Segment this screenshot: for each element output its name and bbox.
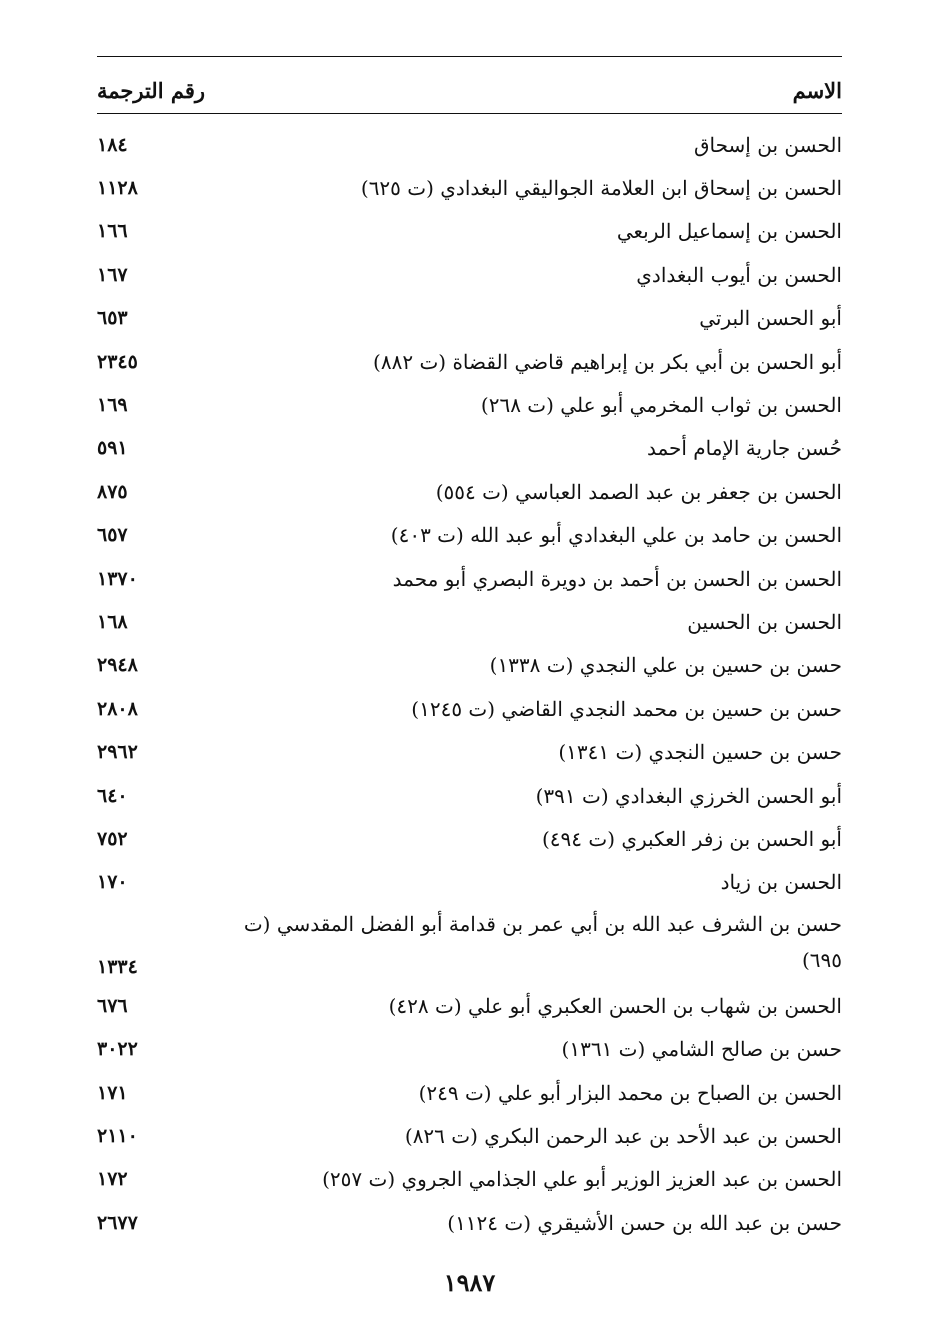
list-item [97, 730, 842, 773]
list-item [97, 297, 842, 340]
entry-number: ١٦٩ [97, 394, 128, 417]
entry-number: ٥٩١ [97, 437, 128, 460]
entry-number: ٦٧٦ [97, 994, 128, 1017]
entry-name: الحسن بن شهاب بن الحسن العكبري أبو علي (ت ٤٢٨) [388, 993, 842, 1018]
entry-number: ٦٤٠ [97, 784, 128, 807]
entry-name: حسن بن الشرف عبد الله بن أبي عمر بن قدامة أبو الفضل المقدسي (ت ٦٩٥) [243, 912, 842, 973]
entry-number: ٣٠٢٢ [97, 1038, 138, 1061]
list-item [97, 514, 842, 557]
entry-number: ٢٩٤٨ [97, 654, 138, 677]
entry-name: الحسن بن الحسن بن أحمد بن دويرة البصري أبو محمد [392, 566, 842, 591]
list-item [97, 166, 842, 209]
entry-number: ٨٧٥ [97, 480, 128, 503]
entry-name: أبو الحسن البرتي [699, 306, 842, 331]
list-item [97, 470, 842, 513]
entry-name: حسن بن حسين بن محمد النجدي القاضي (ت ١٢٤٥) [411, 696, 842, 721]
entry-number: ١٧٠ [97, 871, 128, 894]
list-item [97, 1027, 842, 1070]
page-number: ١٩٨٧ [443, 1268, 496, 1297]
entry-name: الحسن بن الصباح بن محمد البزار أبو علي (ت ٢٤٩) [418, 1080, 842, 1105]
entry-number: ١٦٧ [97, 263, 128, 286]
list-item [97, 984, 842, 1027]
list-item [97, 1114, 842, 1157]
list-item [97, 1158, 842, 1201]
entry-name: الحسن بن إسحاق [694, 132, 842, 157]
list-item [97, 1071, 842, 1114]
index-page [97, 0, 842, 1336]
list-item [97, 253, 842, 296]
entry-name: الحسن بن أيوب البغدادي [636, 262, 842, 287]
entry-name: أبو الحسن بن أبي بكر بن إبراهيم قاضي القضاة (ت ٨٨٢) [373, 349, 842, 374]
entry-name: الحسن بن عبد العزيز الوزير أبو علي الجذامي الجروي (ت ٢٥٧) [322, 1167, 842, 1192]
list-item [97, 427, 842, 470]
entry-number: ٢٩٦٢ [97, 741, 138, 764]
name-column-header: الاسم [792, 77, 842, 103]
entry-number: ١٣٣٤ [97, 956, 138, 979]
top-rule [97, 56, 842, 57]
entry-number: ١٦٦ [97, 220, 128, 243]
entry-name: الحسن بن إسحاق ابن العلامة الجواليقي البغدادي (ت ٦٢٥) [360, 176, 842, 201]
list-item [97, 687, 842, 730]
entry-name: حُسن جارية الإمام أحمد [646, 436, 842, 461]
entry-name: الحسن بن حامد بن علي البغدادي أبو عبد الله (ت ٤٠٣) [390, 523, 842, 548]
list-item [97, 904, 842, 984]
entry-name: أبو الحسن الخرزي البغدادي (ت ٣٩١) [535, 783, 842, 808]
entry-name: الحسن بن جعفر بن عبد الصمد العباسي (ت ٥٥٤) [435, 479, 842, 504]
entry-number: ٦٥٣ [97, 307, 128, 330]
entry-number: ١٨٤ [97, 133, 128, 156]
entry-number: ٧٥٢ [97, 827, 128, 850]
entry-number: ١١٢٨ [97, 177, 138, 200]
list-item [97, 861, 842, 904]
list-item [97, 210, 842, 253]
entry-number: ٢٨٠٨ [97, 697, 138, 720]
entry-number: ١٦٨ [97, 610, 128, 633]
entry-name: الحسن بن ثواب المخرمي أبو علي (ت ٢٦٨) [480, 393, 842, 418]
entry-name: الحسن بن عبد الأحد بن عبد الرحمن البكري (ت ٨٢٦) [404, 1123, 842, 1148]
entry-number: ١٧٢ [97, 1168, 128, 1191]
entry-number: ١٧١ [97, 1081, 128, 1104]
entry-name: أبو الحسن بن زفر العكبري (ت ٤٩٤) [541, 826, 842, 851]
entry-name: الحسن بن الحسين [687, 609, 842, 634]
list-item [97, 774, 842, 817]
entry-name: حسن بن صالح الشامي (ت ١٣٦١) [561, 1037, 842, 1062]
list-item [97, 340, 842, 383]
entry-name: الحسن بن إسماعيل الربعي [616, 219, 842, 244]
entry-list [97, 123, 842, 1244]
header-rule [97, 113, 842, 114]
list-item [97, 817, 842, 860]
entry-number: ١٣٧٠ [97, 567, 138, 590]
list-item [97, 644, 842, 687]
table-header [97, 72, 842, 108]
entry-number: ٦٥٧ [97, 524, 128, 547]
entry-name: حسن بن عبد الله بن حسن الأشيقري (ت ١١٢٤) [447, 1210, 842, 1235]
list-item [97, 383, 842, 426]
entry-number: ٢١١٠ [97, 1124, 138, 1147]
list-item [97, 123, 842, 166]
entry-name: الحسن بن زياد [720, 870, 842, 895]
entry-number: ٢٦٧٧ [97, 1211, 138, 1234]
entry-number: ٢٣٤٥ [97, 350, 138, 373]
list-item [97, 600, 842, 643]
number-column-header: رقم الترجمة [97, 77, 206, 103]
entry-name: حسن بن حسين النجدي (ت ١٣٤١) [558, 740, 842, 765]
entry-name: حسن بن حسين بن علي النجدي (ت ١٣٣٨) [489, 653, 842, 678]
list-item [97, 1201, 842, 1244]
list-item [97, 557, 842, 600]
